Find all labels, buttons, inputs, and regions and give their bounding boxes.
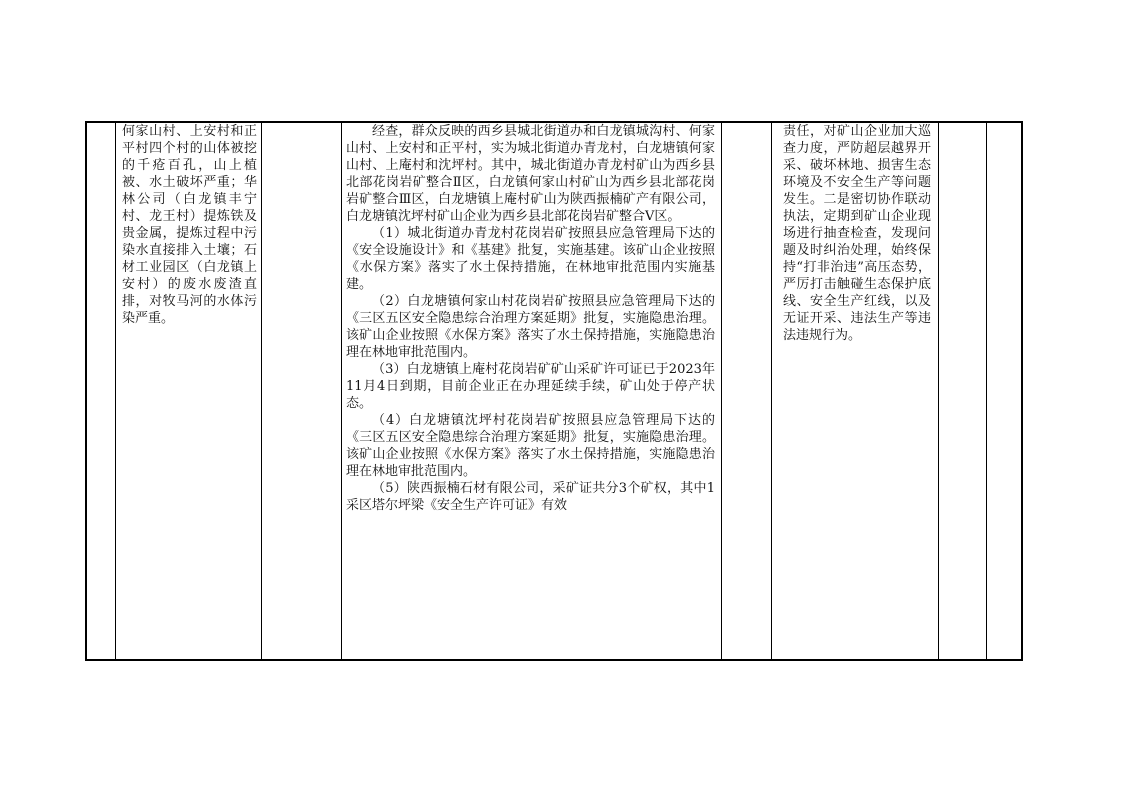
- rectification-measures-text: 责任，对矿山企业加大巡查力度，严防超层越界开采、破坏林地、损害生态环境及不安全生产等问题发生。二是密切协作联动执法，定期到矿山企业现场进行抽查检查，发现问题及时纠治处理，始终保持“打非治违”高压态势，严厉打击触碰生态保护底线、安全生产红线，以及无证开采、违法生产等违法违规行为。: [783, 124, 931, 343]
- investigation-paragraph: （4）白龙塘镇沈坪村花岗岩矿按照县应急管理局下达的《三区五区安全隐患综合治理方案延期》批复，实施隐患治理。该矿山企业按照《水保方案》落实了水土保持措施，实施隐患治理在林地审批范围内。: [346, 413, 715, 479]
- complaint-content-text: 何家山村、上安村和正平村四个村的山体被挖的千疮百孔，山上植被、水土破坏严重；华林公司（白龙镇丰宁村、龙王村）提炼铁及贵金属，提炼过程中污染水直接排入土壤；石材工业园区（白龙镇上安村）的废水废渣直排，对牧马河的水体污染严重。: [122, 124, 257, 326]
- investigation-paragraph: （2）白龙塘镇何家山村花岗岩矿按照县应急管理局下达的《三区五区安全隐患综合治理方案延期》批复，实施隐患治理。该矿山企业按照《水保方案》落实了水土保持措施，实施隐患治理在林地审批范围内。: [346, 294, 715, 360]
- column-divider: [115, 123, 116, 659]
- complaint-table: [85, 121, 1023, 661]
- column-divider: [938, 123, 939, 659]
- investigation-paragraph: （3）白龙塘镇上庵村花岗岩矿矿山采矿许可证已于2023年11月4日到期，目前企业正在办理延续手续，矿山处于停产状态。: [346, 362, 715, 411]
- column-divider: [771, 123, 772, 659]
- investigation-paragraph: 经查，群众反映的西乡县城北街道办和白龙镇城沟村、何家山村、上安村和正平村，实为城北街道办青龙村，白龙塘镇何家山村、上庵村和沈坪村。其中，城北街道办青龙村矿山为西乡县北部花岗岩矿整合Ⅱ区，白龙镇何家山村矿山为西乡县北部花岗岩矿整合Ⅲ区，白龙塘镇上庵村矿山为陕西振楠矿产有限公司，白龙塘镇沈坪村矿山企业为西乡县北部花岗岩矿整合Ⅴ区。: [346, 124, 715, 224]
- column-divider: [261, 123, 262, 659]
- complaint-content-cell: [119, 123, 261, 327]
- column-divider: [721, 123, 722, 659]
- investigation-paragraph: （5）陕西振楠石材有限公司，采矿证共分3个矿权，其中1采区塔尔坪梁《安全生产许可证》有效: [346, 481, 715, 513]
- rectification-measures-cell: [778, 123, 934, 344]
- investigation-result-cell: [342, 123, 719, 514]
- column-divider: [986, 123, 987, 659]
- investigation-paragraph: （1）城北街道办青龙村花岗岩矿按照县应急管理局下达的《安全设施设计》和《基建》批复，实施基建。该矿山企业按照《水保方案》落实了水土保持措施，在林地审批范围内实施基建。: [346, 226, 715, 292]
